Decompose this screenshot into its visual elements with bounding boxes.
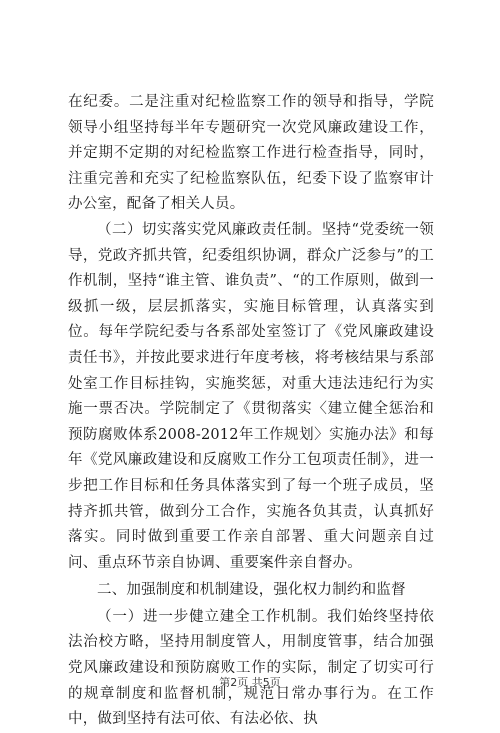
paragraph-responsibility-system: （二）切实落实党风廉政责任制。坚持“党委统一领导，党政齐抓共管，纪委组织协调，群众广泛参与”的工作机制，坚持“谁主管、谁负责”、“的工作原则，做到一级抓一级，层层抓落实，实施目标管理，认真落实到位。每年学院纪委与各系部处室签订了《党风廉政建设责任书》，并按此要求进行年度考核，将考核结果与系部处室工作目标挂钩，实施奖惩，对重大违法违纪行为实施一票否决。学院制定了《贯彻落实〈建立健全惩治和预防腐败体系2008-2012年工作规划〉实施办法》和每年《党风廉政建设和反腐败工作分工包项责任制》，进一步把工作目标和任务具体落实到了每一个班子成员，坚持齐抓共管，做到分工合作，实施各负其责，认真抓好落实。同时做到重要工作亲自部署、重大问题亲自过问、重点环节亲自协调、重要案件亲自督办。 xyxy=(68,221,434,571)
paragraph-discipline-inspection-guidance: 在纪委。二是注重对纪检监察工作的领导和指导，学院领导小组坚持每半年专题研究一次党风廉政建设工作，并定期不定期的对纪检监察工作进行检查指导，同时，注重完善和充实了纪检监察队伍，纪委下设了监察审计办公室，配备了相关人员。 xyxy=(68,94,434,213)
document-body xyxy=(68,90,434,733)
paragraph-work-mechanism: （一）进一步健立建全工作机制。我们始终坚持依法治校方略，坚持用制度管人，用制度管事，结合加强党风廉政建设和预防腐败工作的实际，制定了切实可行的规章制度和监督机制，规范日常办事行为。在工作中，做到坚持有法可依、有法必依、执 xyxy=(68,608,434,728)
page-number-footer: 第2页 共5页 xyxy=(219,676,281,689)
section-heading-institution-building: 二、加强制度和机制建设，强化权力制约和监督 xyxy=(97,582,406,599)
